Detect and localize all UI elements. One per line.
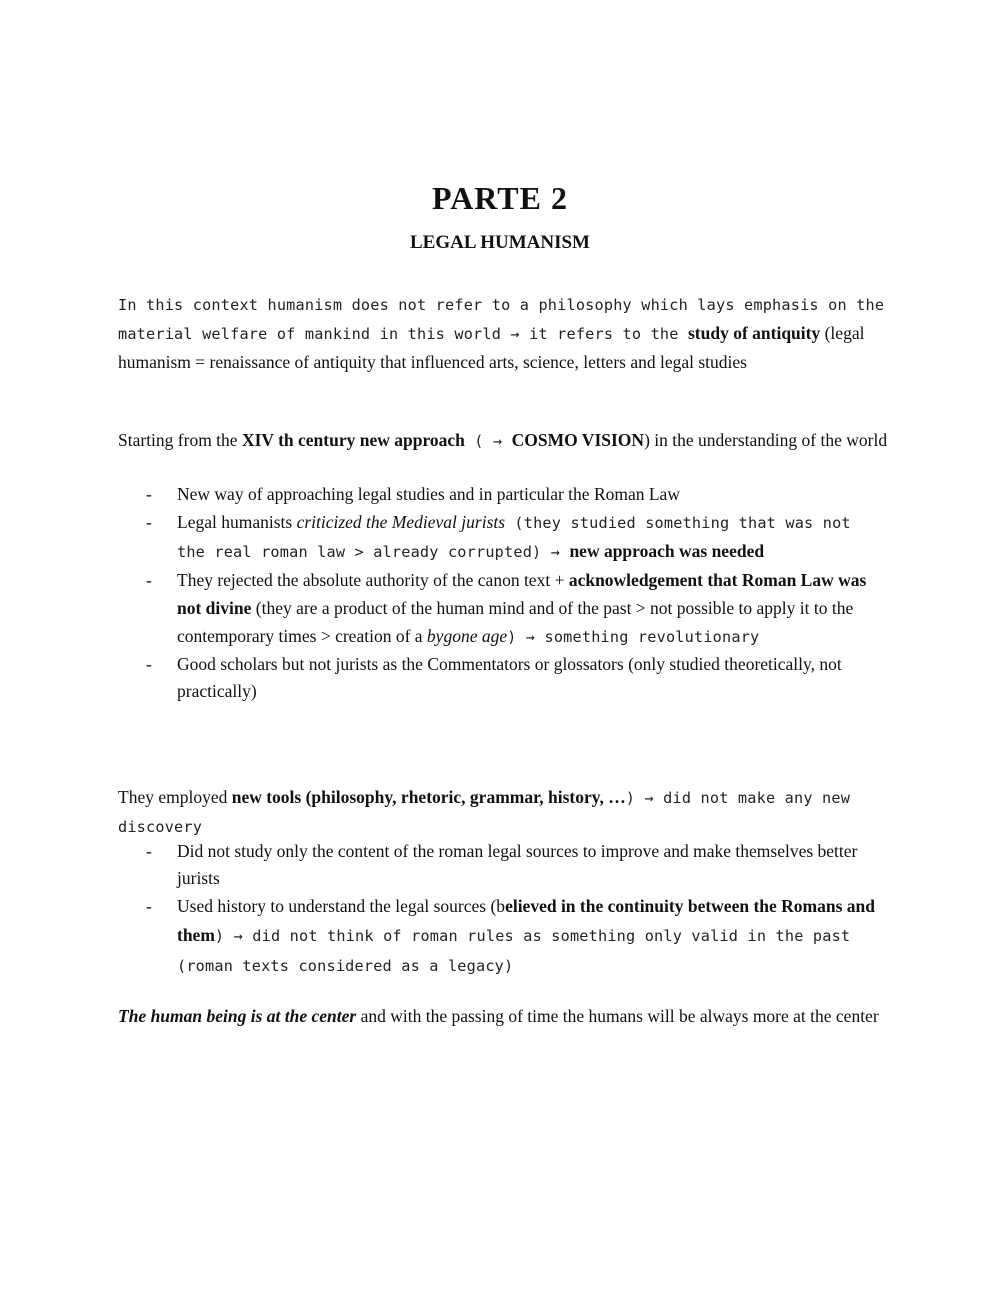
list-item-italic: bygone age xyxy=(426,626,508,646)
intro-rest-text: (legal humanism = renaissance of antiquity that influenced arts, science, letters and legal studies xyxy=(118,323,865,372)
list-item xyxy=(118,566,888,651)
conclusion-paragraph xyxy=(118,1003,888,1030)
approach-list xyxy=(118,481,888,705)
list-item-text: Legal humanists xyxy=(177,512,297,532)
cosmo-vision-bold-text: COSMO VISION xyxy=(511,430,645,450)
list-item xyxy=(118,838,888,892)
list-item-bold: acknowledgement that Roman Law was not divine xyxy=(177,570,867,618)
list-item-text: Did not study only the content of the roman legal sources to improve and make themselves better jurists xyxy=(177,841,858,888)
list-item-text: Good scholars but not jurists as the Commentators or glossators (only studied theoretically, not practically) xyxy=(177,654,842,701)
list-item-mono: (they studied something that was not the real roman law > already corrupted) → xyxy=(177,514,851,561)
conclusion-text: and with the passing of time the humans will be always more at the center xyxy=(356,1006,879,1026)
tools-text: They employed xyxy=(118,787,232,807)
starting-text: Starting from the xyxy=(118,430,242,450)
starting-paragraph xyxy=(118,427,888,455)
list-item-text: New way of approaching legal studies and in particular the Roman Law xyxy=(177,484,680,504)
list-item-mono: ) → did not think of roman rules as something only valid in the past (roman texts considered as a legacy) xyxy=(177,927,851,975)
list-item-text: (they are a product of the human mind and of the past > not possible to apply it to the contemporary times > creation of a xyxy=(177,598,854,646)
conclusion-bold-italic: The human being is at the center xyxy=(118,1006,357,1026)
list-item xyxy=(118,508,888,566)
tools-list xyxy=(118,838,888,981)
list-item xyxy=(118,651,888,705)
tools-bold-text: new tools (philosophy, rhetoric, grammar, history, … xyxy=(231,787,626,807)
intro-bold-text: study of antiquity xyxy=(687,323,821,343)
tools-paragraph xyxy=(118,783,888,841)
list-item-mono: ) → something revolutionary xyxy=(507,628,760,646)
arrow-mono-text: ( → xyxy=(464,432,512,450)
tools-mono-text: ) → did not make any new discovery xyxy=(118,789,851,836)
century-bold-text: XIV th century new approach xyxy=(241,430,465,450)
understanding-text: ) in the understanding of the world xyxy=(644,430,888,450)
page-subtitle: LEGAL HUMANISM xyxy=(410,232,590,253)
list-item xyxy=(118,892,888,981)
intro-mono-text: In this context humanism does not refer to a philosophy which lays emphasis on the material welfare of mankind in this world → it refers to the xyxy=(118,296,885,343)
list-item-bold: new approach was needed xyxy=(569,541,765,561)
list-item-text: They rejected the absolute authority of the canon text + xyxy=(177,570,569,590)
page-title: PARTE 2 xyxy=(432,180,568,216)
list-item-italic: criticized the Medieval jurists xyxy=(296,512,506,532)
intro-paragraph xyxy=(118,290,888,376)
list-item xyxy=(118,481,888,508)
list-item-bold: elieved in the continuity between the Romans and them xyxy=(177,896,875,945)
list-item-text: Used history to understand the legal sources (b xyxy=(177,896,506,916)
